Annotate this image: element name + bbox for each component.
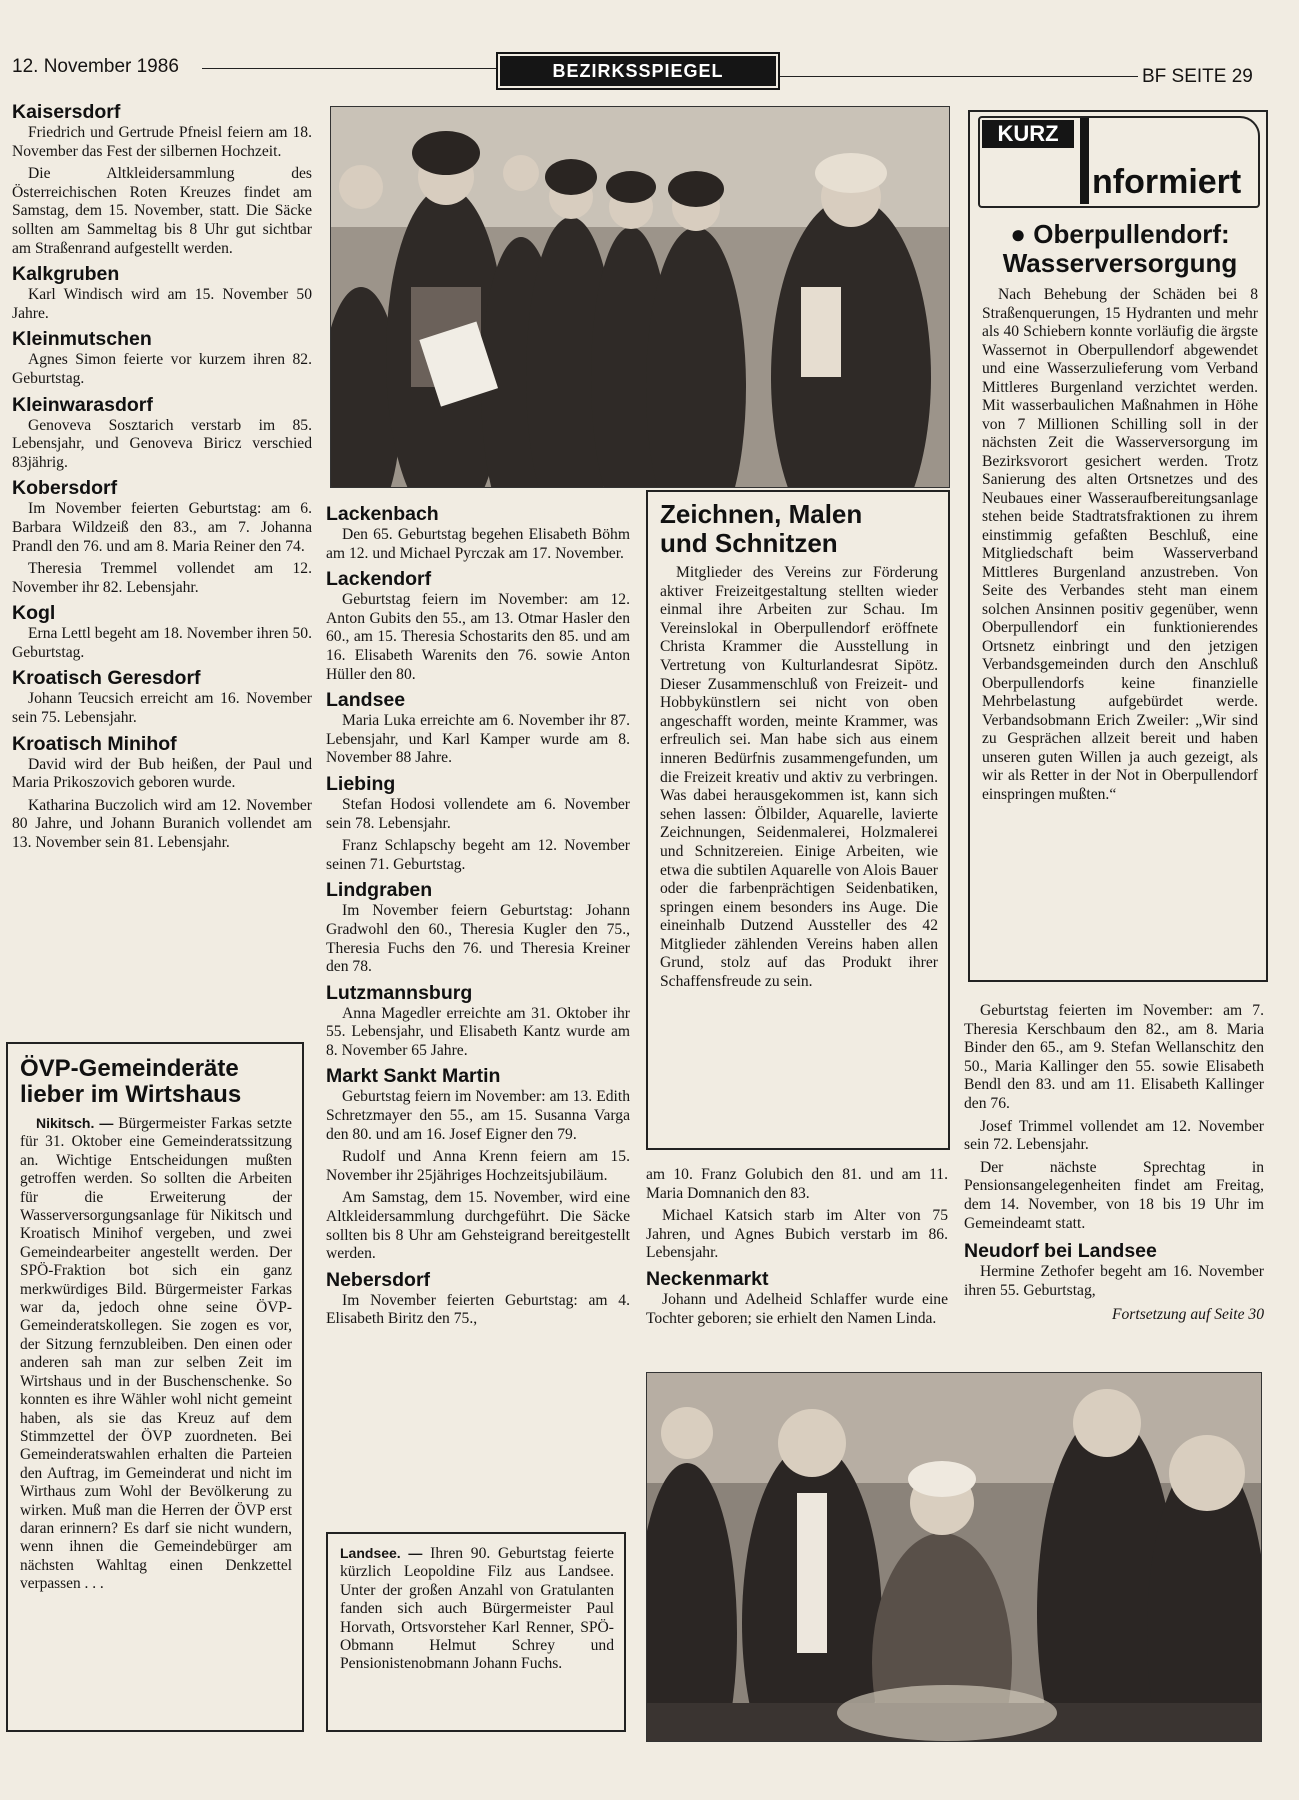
column-1-news — [12, 100, 312, 857]
caption-lead: Landsee. — — [340, 1545, 423, 1561]
section-paragraph: Theresia Tremmel vollendet am 12. November ihr 82. Lebensjahr. — [12, 560, 312, 596]
kurz-headline-line2: Wasserversorgung — [1002, 248, 1238, 278]
section-banner: BEZIRKSSPIEGEL — [500, 56, 776, 86]
section-heading: Markt Sankt Martin — [326, 1065, 501, 1088]
section-paragraph: Hermine Zethofer begeht am 16. November ihren 55. Geburtstag, — [964, 1263, 1264, 1299]
section-heading: Neudorf bei Landsee — [964, 1240, 1157, 1263]
continuation-paragraph: am 10. Franz Golubich den 81. und am 11. Maria Domnanich den 83. — [646, 1166, 948, 1202]
section-paragraph: Im November feierten Geburtstag: am 6. Barbara Wildzeiß den 83., am 7. Johanna Prandl den 76. und am 8. Maria Reiner den 74. — [12, 500, 312, 555]
section-heading: Lindgraben — [326, 879, 433, 902]
oevp-headline-line1: ÖVP-Gemeinderäte — [20, 1055, 239, 1082]
continuation-paragraph: Der nächste Sprechtag in Pensionsangelegenheiten findet am Freitag, dem 14. November, von 18 bis 19 Uhr im Gemeindeamt statt. — [964, 1158, 1264, 1232]
header-rule-left — [202, 68, 498, 69]
kurz-informiert-box — [968, 110, 1268, 982]
kurz-badge: KURZ — [982, 120, 1074, 148]
section-paragraph: Im November feierten Geburtstag: am 4. Elisabeth Biritz den 75., — [326, 1291, 630, 1328]
kurz-headline — [982, 220, 1258, 249]
section-heading: Kogl — [12, 602, 56, 625]
continuation-paragraph: Michael Katsich starb im Alter von 75 Jahren, und Agnes Bubich verstarb im 86. Lebensjahr. — [646, 1207, 948, 1262]
section-heading: Lackenbach — [326, 503, 439, 525]
kurz-informiert-word: nformiert — [1092, 163, 1242, 201]
section-heading: Kleinmutschen — [12, 328, 152, 351]
section-heading: Lackendorf — [326, 568, 432, 591]
section-heading: Liebing — [326, 772, 396, 795]
kurz-article-text: Nach Behebung der Schäden bei 8 Straßenquerungen, 15 Hydranten und mehr als 40 Schiebern konnte vorläufig die ärgste Wassernot in Oberpullendorf abgewendet und eine Wasserzulieferung vom Verband Mittleres Burgenland verzichtet werden. Mit wasserbaulichen Maßnahmen in Höhe von 7 Millionen Schilling soll in der nächsten Zeit die Wasserversorgung im Bezirksvorort gesichert werden. Trotz Sanierung des alten Ortsnetzes und des Neubaues einer Wasseraufbereitungsanlage stehen beide Stadtratsfraktionen zu ihrem einstimmig gefaßten Beschluß, eine Mitgliedschaft beim Wasserverband Mittleres Burgenland anzustreben. Von Seite des Verbandes steht man einem solchen Ansinnen positiv gegenüber, wenn Oberpullendorf ein funktionierendes Ortsnetz einbringt und den jetzigen Verbandsgemeinden durch den Anschluß Oberpullendorfs keine finanzielle Mehrbelastung aufgebürdet werde. Verbandsobmann Erich Zweiler: „Wir sind zu Gesprächen allzeit bereit und haben unseren guten Willen ja auch gezeigt, als wir als Retter in der Not in Oberpullendorf einspringen mußten.“ — [982, 286, 1258, 803]
section-heading: Neckenmarkt — [646, 1267, 769, 1290]
section-heading: Lutzmannsburg — [326, 981, 473, 1004]
birthday-photo — [646, 1372, 1262, 1742]
section-paragraph: Maria Luka erreichte am 6. November ihr 87. Lebensjahr, und Karl Kamper wurde am 8. November 88 Jahre. — [326, 712, 630, 767]
birthday-photo-figures — [647, 1373, 1262, 1742]
section-paragraph: Genoveva Sosztarich verstarb im 85. Lebensjahr, und Genoveva Biricz verschied 83jährig. — [12, 416, 312, 471]
zeichnen-headline-line2: und Schnitzen — [660, 528, 838, 558]
continuation-note: Fortsetzung auf Seite 30 — [1111, 1306, 1264, 1324]
column-3-continuation — [646, 1166, 948, 1332]
section-heading: Kalkgruben — [12, 263, 120, 286]
kurz-content — [982, 220, 1258, 808]
kurz-letter-i-bar — [1080, 118, 1089, 204]
section-heading: Kleinwarasdorf — [12, 393, 153, 416]
section-heading: Kaisersdorf — [12, 101, 121, 123]
kurz-informiert-banner — [978, 116, 1260, 208]
issue-date: 12. November 1986 — [12, 56, 179, 77]
section-paragraph: Karl Windisch wird am 15. November 50 Jahre. — [12, 286, 312, 322]
section-heading: Nebersdorf — [326, 1268, 431, 1291]
column-4-continuation — [964, 1002, 1264, 1324]
oevp-article-lead: Nikitsch. — — [36, 1115, 114, 1131]
caption-text — [340, 1544, 614, 1674]
section-paragraph: Geburtstag feiern im November: am 13. Edith Schretzmayer den 55., am 15. Susanna Varga den 80. und am 16. Josef Eigner den 79. — [326, 1088, 630, 1143]
exhibition-photo-figures — [331, 107, 950, 488]
continuation-paragraph: Geburtstag feierten im November: am 7. Theresia Kerschbaum den 82., am 8. Maria Binder den 65., am 9. Stefan Wellanschitz den 50., Maria Kallinger den 55. sowie Elisabeth Bendl den 83. und am 11. Elisabeth Kallinger den 76. — [964, 1002, 1264, 1112]
section-paragraph: Die Altkleidersammlung des Österreichischen Roten Kreuzes findet am Samstag, dem 15. November, statt. Die Säcke sollten am Sammeltag bis 8 Uhr gut sichtbar am Straßenrand aufgestellt werden. — [12, 165, 312, 257]
header-rule-right — [780, 76, 1138, 77]
oevp-headline-line2: lieber im Wirtshaus — [20, 1081, 242, 1108]
kurz-headline-line1: Oberpullendorf: — [1033, 219, 1230, 249]
oevp-article-text — [20, 1114, 292, 1594]
section-paragraph: Katharina Buczolich wird am 12. November 80 Jahre, und Johann Buranich vollendet am 13. November sein 81. Lebensjahr. — [12, 796, 312, 852]
caption-body: Ihren 90. Geburtstag feierte kürzlich Leopoldine Filz aus Landsee. Unter der großen Anzahl von Gratulanten fanden sich auch Bürgermeister Paul Horvath, Ortsvorsteher Karl Renner, SPÖ-Obmann Helmut Schrey und Pensionistenobmann Johann Fuchs. — [340, 1545, 614, 1673]
section-paragraph: Anna Magedler erreichte am 31. Oktober ihr 55. Lebensjahr, und Elisabeth Kantz wurde am 8. November 65 Jahre. — [326, 1004, 630, 1059]
section-heading: Kroatisch Geresdorf — [12, 667, 201, 690]
oevp-article-box — [6, 1042, 304, 1732]
section-paragraph: Rudolf und Anna Krenn feiern am 15. November ihr 25jähriges Hochzeitsjubiläum. — [326, 1148, 630, 1184]
section-heading: Kobersdorf — [12, 477, 118, 500]
section-paragraph: Erna Lettl begeht am 18. November ihren 50. Geburtstag. — [12, 625, 312, 661]
section-paragraph: Johann und Adelheid Schlaffer wurde eine Tochter geboren; sie erhielt den Namen Linda. — [646, 1290, 948, 1327]
section-paragraph: Im November feiern Geburtstag: Johann Gradwohl den 60., Theresia Kugler den 75., Theresia Fuchs den 76. und Theresia Kreiner den 78. — [326, 902, 630, 976]
zeichnen-article-box — [646, 490, 950, 1150]
bullet-icon: ● — [1010, 219, 1027, 249]
column-2-news — [326, 502, 630, 1333]
section-paragraph: Franz Schlapschy begeht am 12. November seinen 71. Geburtstag. — [326, 837, 630, 873]
section-paragraph: Stefan Hodosi vollendete am 6. November sein 78. Lebensjahr. — [326, 795, 630, 832]
section-paragraph: David wird der Bub heißen, der Paul und Maria Prikoszovich geboren wurde. — [12, 755, 312, 792]
section-heading: Kroatisch Minihof — [12, 732, 177, 755]
section-paragraph: Den 65. Geburtstag begehen Elisabeth Böhm am 12. und Michael Pyrczak am 17. November. — [326, 526, 630, 562]
birthday-caption-box — [326, 1532, 626, 1732]
section-paragraph: Friedrich und Gertrude Pfneisl feiern am 18. November das Fest der silbernen Hochzeit. — [12, 124, 312, 160]
exhibition-photo — [330, 106, 950, 488]
zeichnen-headline-line1: Zeichnen, Malen — [660, 499, 863, 529]
continuation-paragraph: Josef Trimmel vollendet am 12. November sein 72. Lebensjahr. — [964, 1117, 1264, 1154]
page-number: BF SEITE 29 — [1142, 66, 1253, 87]
section-heading: Landsee — [326, 689, 406, 712]
section-paragraph: Johann Teucsich erreicht am 16. November sein 75. Lebensjahr. — [12, 690, 312, 727]
zeichnen-article-text: Mitglieder des Vereins zur Förderung aktiver Freizeitgestaltung stellten wieder einmal ihre Arbeiten zur Schau. Im Vereinslokal in Oberpullendorf eröffnete Christa Krammer die Ausstellung in Vertretung von Kulturlandesrat Sipötz. Dieser Zusammenschluß von Freizeit- und Hobbykünstlern sei nicht von oben angeschafft worden, meinte Krammer, was erfreulich sei. Man habe sich aus einem inneren Bedürfnis zusammengefunden, um die Freizeit kreativ und aktiv zu verbringen. Was dabei herausgekommen ist, kann sich sehen lassen: Ölbilder, Aquarelle, lavierte Zeichnungen, Seidenmalerei, Holzmalerei und Schnitzereien. Einige Arbeiten, wie etwa die subtilen Aquarelle von Alois Bauer oder die farbenprächtigen Seidenbatiken, springen einem besonders ins Auge. Die eineinhalb Dutzend Aussteller des 42 Mitglieder zählenden Vereins haben allen Grund, stolz auf das Produkt ihrer Schaffensfreude zu sein. — [660, 564, 938, 991]
section-paragraph: Geburtstag feiern im November: am 12. Anton Gubits den 55., am 13. Otmar Hasler den 60., am 15. Theresia Schostarits den 85. und am 16. Elisabeth Warenits den 76. sowie Anton Hüller den 80. — [326, 591, 630, 683]
section-paragraph: Agnes Simon feierte vor kurzem ihren 82. Geburtstag. — [12, 351, 312, 387]
section-paragraph: Am Samstag, dem 15. November, wird eine Altkleidersammlung durchgeführt. Die Säcke sollten bis 8 Uhr am Gehsteigrand bereitgestellt werden. — [326, 1189, 630, 1263]
oevp-article-body: Bürgermeister Farkas setzte für 31. Oktober eine Gemeinderatssitzung an. Wichtige Entscheidungen mußten getroffen werden. So sollten die Arbeiten für die Erweiterung der Wasserversorgungsanlage für Nikitsch und Kroatisch Minihof vergeben, und zwei Gemeindearbeiter angestellt werden. Der SPÖ-Fraktion bot sich ein ganz merkwürdiges Bild. Bürgermeister Farkas war da, jedoch ohne seine ÖVP-Gemeinderatskollegen. Sie zogen es vor, der Sitzung fernzubleiben. Den einen oder anderen sah man zur selben Zeit im Wirtshaus und in der Buschenschenke. So konnten es ihre Wähler wohl nicht gemeint haben, als sie das Kreuz auf dem Stimmzettel der ÖVP zuordneten. Bei Gemeinderatswahlen erhalten die Parteien den Auftrag, im Gemeinderat und nicht im Wirthaus zum Wohl der Bevölkerung zu wirken. Muß man die Herren der ÖVP erst daran erinnern? Es darf sie nicht wundern, wenn ihnen die Gemeindebürger am nächsten Wahltag einen Denkzettel verpassen . . . — [20, 1115, 292, 1593]
